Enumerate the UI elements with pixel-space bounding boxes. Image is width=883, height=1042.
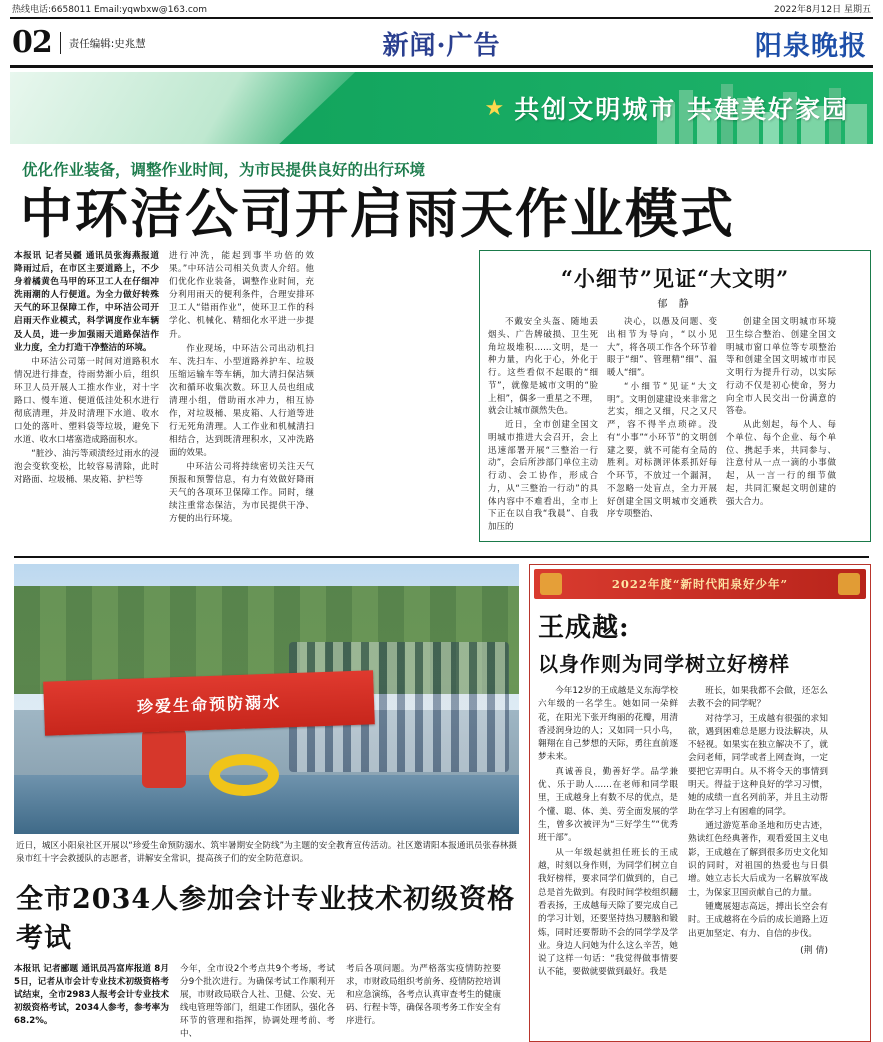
star-icon: ★ [484,95,505,121]
top-rule [10,17,873,19]
commentary-paragraph: 近日，全市创建全国文明城市推进大会召开，会上迅速部署开展“三整治一行动”，会后所涉部门单位主动行动、会工协作，形成合力，从“三整治一行动”的具体内容中不难看出，全市上下正在以自我“我晨”、自我加压的 [488,420,598,533]
editor-credit: 责任编辑:史兆慧 [60,32,146,54]
exam-column [14,963,169,1042]
feature-paragraph: 通过游览革命圣地和历史古迹，熟读红色经典著作，观看爱国主义电影，王成越在了解到很多历史文化知识的同时，对祖国的热爱也与日俱增。她立志长大后成为一名解放军战士，为保家卫国贡献自己的力量。 [688,821,828,898]
paper-name: 阳泉晚报 [755,30,867,62]
feature-subtitle: 以身作则为同学树立好榜样 [538,651,790,676]
commentary-box [479,250,871,542]
exam-column [180,963,335,1042]
article-paragraph: 本报讯 记者吴疆 通讯员张海燕报道 降雨过后，在市区主要道路上，不少身着橘黄色马甲的环卫工人在仔细冲洗雨潮的人行便道。为全力做好转殊天气的环卫保障工作，中环洁公司开启雨天作业模式，科学调度作业车辆及人员，进一步加强雨天道路保洁作业力度，全力打造干净整洁的环境。 [14,251,159,353]
lead-shoulder-headline: 优化作业装备，调整作业时间，为市民提供良好的出行环境 [22,160,426,179]
commentary-columns [488,316,862,535]
section-divider [14,556,869,558]
publish-date: 2022年8月12日 星期五 [774,5,871,15]
photo-credit: 本报通讯员张春林摄 [439,840,517,851]
exam-paragraph: 考后各项问题。为严格落实疫情防控要求，市财政局组织考前务、疫情防控培训和应急演练，各考点认真审查考生的健康码、行程卡等，确保各项考务工作安全有序进行。 [346,963,501,1026]
exam-column [346,963,501,1042]
feature-signature: (荆 倩) [800,945,828,956]
article-paragraph: 中环洁公司将持续密切关注天气预报和预警信息，有力有效做好降雨天气的各项环卫保障工作。同时，继续注重常态保洁，为市民提供干净、方便的出行环境。 [169,462,314,525]
top-bar [8,0,875,16]
photo-caption-text: 近日，城区小阳泉社区开展以“珍爱生命预防溺水、筑牢暑期安全防线”为主题的安全教育宣传活动。社区邀请阳泉市红十字会救援队的志愿者，讲解安全常识，提高孩子们的安全防范意识。 [16,840,440,865]
commentary-title: “小细节”见证“大文明” [560,266,790,292]
civility-banner [10,72,873,144]
lead-headline: 中环洁公司开启雨天作业模式 [20,183,735,245]
commentary-paragraph: “小细节”见证“大文明”。文明创建建设来非常之艺实，细之又细，尺之又尺严，容不得半点琐碎。没有“小事”“小环节”的文明创建之要，就不可能有全局的胜利。对标测评体系抓好每个环节，不放过一个漏洞，不忽略一处盲点，全力开展好创建全国文明城市交通秩序专项整治、 [607,381,717,520]
photo-caption [14,840,519,867]
photo-story-block [14,564,519,1042]
article-paragraph: 中环洁公司第一时间对道路积水情况进行排查，待雨势渐小后，组织环卫人员开展人工推水作业，对十字路口、慢车道、便道低洼处积水进行彻底清理，并及时清理下水道、收水口处的落叶、塑料袋等垃圾，避免下水道、收水口堵塞造成路面积水。 [14,356,159,446]
commentary-column [607,316,717,535]
feature-column [688,685,828,981]
commentary-author: 郁 静 [657,299,693,311]
feature-title: 王成越: [538,612,630,643]
contact-info: 热线电话:6658011 Email:yqwbxw@163.com [12,5,208,15]
news-photo [14,564,519,834]
feature-paragraph: 锺鹰展翅志高远，搏出长空会有时。王成越将在今后的成长道路上迈出更加坚定、有力、自信的步伐。 [688,901,828,939]
lead-article-columns [14,250,469,542]
banner-flag-shape [10,72,355,144]
section-title: 新闻·广告 [382,30,501,61]
photo-rescue-volunteer [142,726,186,788]
feature-ribbon: 2022年度“新时代阳泉好少年” [534,569,866,599]
article-column [169,250,314,542]
lower-section [14,564,871,1042]
feature-columns [538,685,862,981]
banner-text: 共创文明城市 共建美好家园 [514,95,849,124]
photo-life-ring [209,754,279,796]
article-paragraph: “脏沙、油污等顽渍经过雨水的浸泡会变软变松，比较容易清除，此时对路面、垃圾桶、果皮箱、护栏等 [14,449,159,486]
feature-paragraph: 真诚善良，勤善好学。品学兼优、乐于助人……在老师和同学眼里，王成越身上有数不尽的优点，是个懂、聪、体、美、劳全面发展的学生，曾多次被评为“三好学生”“优秀班干部”。 [538,766,678,844]
exam-article-title: 全市2034人参加会计专业技术初级资格考试 [16,883,516,954]
commentary-column [488,316,598,535]
feature-paragraph: 对待学习，王成越有很强的求知欲，遇到困难总是愿力设法解决，从不轻视。如果实在独立解决不了，就会问老师，同学或者上网查询，一定要把它弄明白。从不将令天的事情到明天。得益于这种良好的学习习惯，她的成绩一直名列前茅，并且主动帮助在学习上有困难的同学。 [688,713,828,817]
article-column [14,250,159,542]
commentary-paragraph: 从此刻起，每个人、每个单位、每个企业、每个单位、携起手来，共同参与、注意付从一点一滴的小事做起，从一言一行的细节做起，共同汇聚起文明创建的强大合力。 [726,420,836,507]
article-paragraph: 作业现场，中环洁公司出动机扫车、洗扫车、小型道路养护车、垃圾压缩运输车等车辆，加大清扫保洁频次和循环收集次数。环卫人员也组成清理小组，借助雨水冲力，相互协作，对垃圾桶、果皮箱、人行道等进行无死角清理。人工作业和机械清扫相结合，达到既清理积水，又冲洗路面的效果。 [169,343,314,459]
commentary-paragraph: 决心，以愚及问题、变出相节为导向，“以小见大”，将各项工作各个环节着眼于“细”、管理精“细”、温暖人“细”。 [607,317,717,379]
feature-paragraph: 班长，如果我都不会做，还怎么去教不会的同学呢？ [688,685,828,710]
exam-paragraph: 今年，全市设2个考点共9个考场，考试分9个批次进行。为确保考试工作顺利开展，市财政局联合人社、卫健、公安、无线电管理等部门，组建工作团队，强化各环节的管理和指挥，协调处理考前、考中、 [180,963,335,1039]
lead-article-area [14,250,871,542]
commentary-paragraph: 创建全国文明城市环境卫生综合整治、创建全国文明城市窗口单位等专项整治等和创建全国文明城市市民文明行为提升行动，以实际行动不仅是初心使命，努力向全市人民交出一份满意的答卷。 [726,317,836,417]
photo-red-banner-text: 珍爱生命预防溺水 [43,670,375,735]
masthead-rule [10,65,873,68]
masthead [8,21,875,65]
exam-paragraph: 本报讯 记者郦题 通讯员冯富库报道 8月5日，记者从市会计专业技术初级资格考试结束，全市2983人报考会计专业技术初级资格考试，2034人参考，参考率为68.2%。 [14,963,169,1026]
commentary-column [726,316,836,535]
feature-paragraph: 从一年级起就担任班长的王成越，时刻以身作则，为同学们树立自我好榜样，要求同学们做到的，自己总是首先做到。有段时间学校组织翻看表扬，王成越每天除了要完成自己的学习计划，还要坚持热习腰脑和锻炼，同时还要帮助不会的同学学及学业。身边人问她为什么这么辛苦，她说了这样一句话：“我觉得做事情要认不能，要做就要做到最好。我是 [538,847,678,978]
feature-column [538,685,678,981]
article-paragraph: 进行冲洗，能起到事半功倍的效果。”中环洁公司相关负责人介绍。他们优化作业装备，调整作业时间，充分利用雨天的便利条件，合理安排环卫工人“错雨作业”，使环卫工作的科学化、机械化、精细化水平进一步提升。 [169,251,314,340]
commentary-paragraph: 不戴安全头盔、随地丢烟头、广告牌破损、卫生死角垃圾堆积……文明，是一种力量，内化于心，外化于行。这些看似不起眼的“细节”，就像是城市文明的“脸上相”，偶多一重星之不理，就会让城市颜然失色。 [488,317,598,417]
exam-article-columns [14,963,519,1042]
page-number: 02 [12,25,52,60]
youth-feature-box [529,564,871,1042]
feature-paragraph: 今年12岁的王成越是义东海学校六年级的一名学生。她如同一朵鲜花，在阳光下张开绚丽的花瓣，用清香浸润身边的人；又如同一只小鸟，翱翔在自己梦想的天际，勇往直前逐梦未来。 [538,685,678,763]
